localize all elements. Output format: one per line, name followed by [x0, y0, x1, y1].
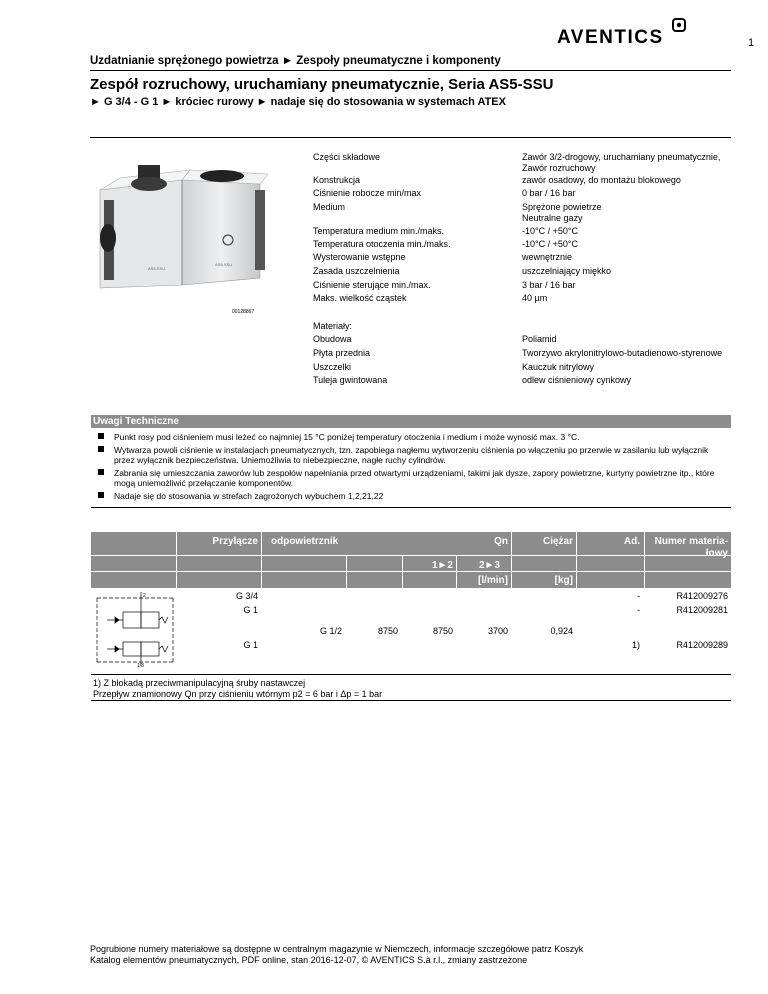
spec-label: Wysterowanie wstępne — [313, 252, 406, 262]
col-ad-header: Ad. — [623, 536, 640, 547]
spec-label: Części składowe — [313, 152, 381, 162]
material-label: Tuleja gwintowana — [313, 375, 388, 385]
spec-label: Konstrukcja — [313, 175, 361, 185]
col-qn-12-header: 1►2 — [431, 560, 453, 571]
qn-unit: [l/min] — [478, 575, 508, 586]
row-ad: - — [637, 605, 640, 615]
spec-label: Zasada uszczelnienia — [313, 266, 400, 276]
row-part-number: R412009289 — [676, 640, 728, 650]
spec-value: 40 µm — [522, 293, 548, 303]
spec-value: Sprężone powietrze Neutralne gazy — [522, 202, 602, 223]
row-connection: G 1 — [243, 605, 258, 615]
svg-text:AS5-SSU: AS5-SSU — [215, 262, 233, 267]
svg-text:2: 2 — [143, 593, 146, 599]
bullet-icon — [98, 446, 104, 452]
spec-label: Maks. wielkość cząstek — [313, 293, 407, 303]
brand-mark-icon — [672, 18, 686, 32]
breadcrumb: Uzdatnianie sprężonego powietrza ► Zespoły pneumatyczne i komponenty — [90, 55, 501, 67]
pneumatic-schematic-icon — [95, 590, 175, 670]
spec-value: wewnętrznie — [522, 252, 573, 262]
note-text: Zabrania się umieszczania zaworów lub zespołów napełniania przed otwartymi urządzeniami, takimi jak dysze, zapory powietrzne, kurtyny powietrzne itp., które mogą uniemożliwić przełączanie komponentów. — [114, 468, 715, 488]
material-value: Poliamid — [522, 334, 557, 344]
spec-value: -10°C / +50°C — [522, 239, 578, 249]
note-item — [98, 445, 728, 465]
spec-label: Temperatura medium min./maks. — [313, 226, 445, 236]
shared-qn-23: 3700 — [487, 626, 508, 636]
material-label: Płyta przednia — [313, 348, 371, 358]
page-subtitle: ► G 3/4 - G 1 ► króciec rurowy ► nadaje się do stosowania w systemach ATEX — [90, 96, 506, 108]
col-qn-header: Qn — [494, 536, 508, 547]
shared-weight: 0,924 — [550, 626, 573, 636]
shared-qn-12: 8750 — [432, 626, 453, 636]
col-weight-header: Ciężar — [542, 536, 573, 547]
spec-label: Medium — [313, 202, 346, 212]
bullet-icon — [98, 469, 104, 475]
col-part-number-header: Numer materia- łowy — [654, 536, 728, 559]
spec-value: uszczelniający miękko — [522, 266, 612, 276]
col-qn-23-header: 2►3 — [478, 560, 500, 571]
shared-qn: 8750 — [377, 626, 398, 636]
page-number: 1 — [748, 37, 755, 49]
col-exhaust-header: odpowietrznik — [271, 536, 339, 547]
notes-heading: Uwagi Techniczne — [91, 415, 731, 428]
header-divider — [90, 70, 731, 71]
material-value: Kauczuk nitrylowy — [522, 362, 595, 372]
material-label: Uszczelki — [313, 362, 352, 372]
materials-heading: Materiały: — [313, 321, 353, 331]
table-footnote: Przepływ znamionowy Qn przy ciśnieniu wtórnym p2 = 6 bar i Δp = 1 bar — [93, 689, 383, 699]
row-part-number: R412009276 — [676, 591, 728, 601]
table-divider — [91, 674, 731, 675]
page-title: Zespół rozruchowy, uruchamiany pneumatycznie, Seria AS5-SSU — [90, 76, 554, 93]
table-footnote: 1) Z blokadą przeciwmanipulacyjną śruby nastawczej — [93, 678, 306, 688]
photo-id: 00128867 — [232, 309, 255, 315]
note-item — [98, 432, 728, 442]
svg-text:AS5-SSU: AS5-SSU — [148, 266, 166, 271]
col-connection-header: Przyłącze — [212, 536, 258, 547]
spec-value: zawór osadowy, do montażu blokowego — [522, 175, 681, 185]
material-value: odlew ciśnieniowy cynkowy — [522, 375, 632, 385]
shared-exhaust: G 1/2 — [319, 626, 342, 636]
svg-text:1 3: 1 3 — [137, 663, 144, 669]
brand-logo: AVENTICS — [557, 27, 664, 48]
row-connection: G 1 — [243, 640, 258, 650]
bullet-icon — [98, 433, 104, 439]
material-label: Obudowa — [313, 334, 352, 344]
spec-label: Ciśnienie robocze min/max — [313, 188, 422, 198]
spec-value: 3 bar / 16 bar — [522, 280, 576, 290]
notes-divider — [91, 507, 731, 508]
note-text: Wytwarza powoli ciśnienie w instalacjach pneumatycznych, tzn. zapobiega nagłemu wytworzeniu ciśnienia po włączeniu po przerwie w zasilaniu lub wyłącznik przez wyłącznik bezpieczeństwa. Uniemożliwia to niebezpieczne, nagłe ruchy cylindrów. — [114, 445, 709, 465]
row-ad: - — [637, 591, 640, 601]
spec-label: Ciśnienie sterujące min./max. — [313, 280, 431, 290]
weight-unit: [kg] — [554, 575, 573, 586]
spec-value: -10°C / +50°C — [522, 226, 578, 236]
material-value: Tworzywo akrylonitrylowo-butadienowo-styrenowe — [522, 348, 723, 358]
row-ad: 1) — [631, 640, 640, 650]
product-photo — [90, 160, 270, 300]
spec-value: 0 bar / 16 bar — [522, 188, 576, 198]
footer — [90, 944, 583, 966]
spec-label: Temperatura otoczenia min./maks. — [313, 239, 451, 249]
row-part-number: R412009281 — [676, 605, 728, 615]
note-text: Punkt rosy pod ciśnieniem musi leżeć co najmniej 15 °C poniżej temperatury otoczenia i medium i może wynosić max. 3 °C. — [114, 432, 580, 442]
bullet-icon — [98, 492, 104, 498]
note-text: Nadaje się do stosowania w strefach zagrożonych wybuchem 1,2,21,22 — [114, 491, 384, 501]
spec-value: Zawór 3/2-drogowy, uruchamiany pneumatycznie, Zawór rozruchowy — [522, 152, 721, 173]
footer-line: Katalog elementów pneumatycznych, PDF online, stan 2016-12-07, © AVENTICS S.à r.l., zmiany zastrzeżone — [90, 955, 528, 965]
note-item — [98, 468, 728, 488]
note-item — [98, 491, 728, 501]
footer-line: Pogrubione numery materiałowe są dostępne w centralnym magazynie w Niemczech, informacje szczegółowe patrz Koszyk — [90, 944, 584, 954]
table-bottom-divider — [91, 700, 731, 701]
title-divider — [90, 137, 731, 138]
row-connection: G 3/4 — [235, 591, 258, 601]
